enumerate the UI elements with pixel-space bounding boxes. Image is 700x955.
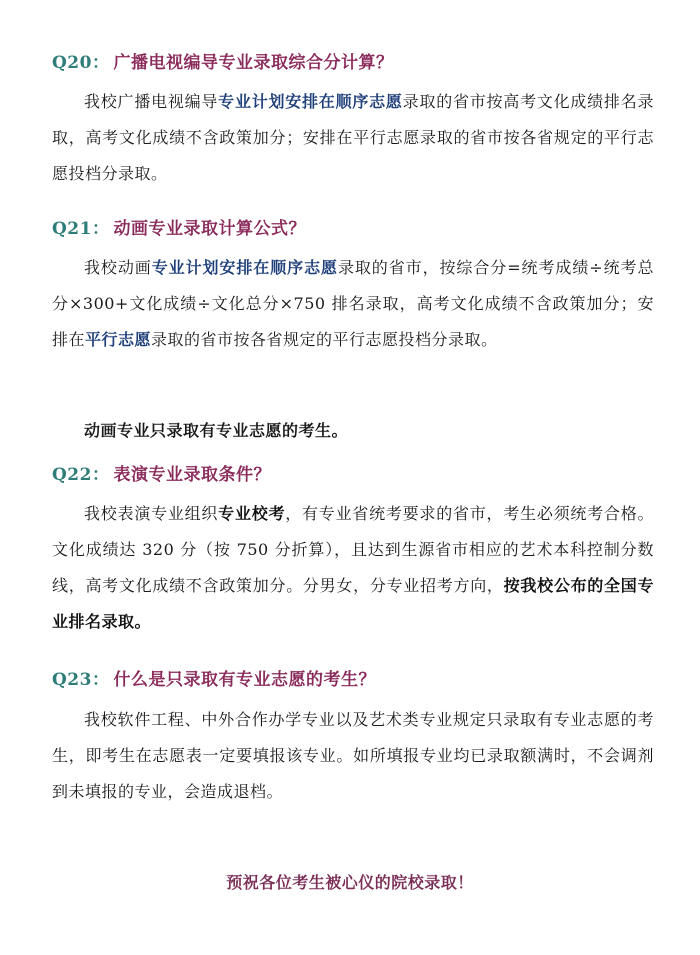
q23-title: 什么是只录取有专业志愿的考生？ xyxy=(113,670,376,690)
q22-answer-emphasis-exam: 专业校考 xyxy=(218,504,286,523)
q20-answer xyxy=(52,84,654,192)
q20-answer-text-c: 录取的省市按高考文化成绩排名录取，高考文化成绩不含政策加分；安排在平行志愿录取的省市按各省规定的平行志愿投档分录取。 xyxy=(52,92,654,183)
q22-number: Q22： xyxy=(52,465,110,485)
q22-answer xyxy=(52,496,654,640)
q21-heading xyxy=(52,214,306,239)
q21-answer-emphasis-parallel: 平行志愿 xyxy=(85,330,152,349)
q22-title: 表演专业录取条件？ xyxy=(113,465,271,485)
q21-answer-emphasis-order: 专业计划安排在顺序志愿 xyxy=(151,258,338,277)
q23-answer-text: 我校软件工程、中外合作办学专业以及艺术类专业规定只录取有专业志愿的考生，即考生在志愿表一定要填报该专业。如所填报专业均已录取额满时，不会调剂到未填报的专业，会造成退档。 xyxy=(52,710,654,801)
q21-answer-text-e: 录取的省市按各省规定的平行志愿投档分录取。 xyxy=(151,330,498,349)
q21-answer-text-a: 我校动画 xyxy=(84,258,152,277)
q22-heading xyxy=(52,460,271,485)
q21-number: Q21： xyxy=(52,219,110,239)
q21-note: 动画专业只录取有专业志愿的考生。 xyxy=(84,421,349,440)
q20-title: 广播电视编导专业录取综合分计算？ xyxy=(113,53,394,73)
q22-answer-text-a: 我校表演专业组织 xyxy=(84,504,219,523)
closing-message: 预祝各位考生被心仪的院校录取！ xyxy=(226,873,474,892)
q20-answer-text-a: 我校广播电视编导 xyxy=(84,92,219,111)
q20-number: Q20： xyxy=(52,53,110,73)
q23-answer xyxy=(52,702,654,810)
q23-heading xyxy=(52,665,376,690)
q21-answer xyxy=(52,250,654,358)
q21-answer-text-c: 录取的省市，按综合分=统考成绩÷统考总分×300+文化成绩÷文化总分×750 排名录取，高考文化成绩不含政策加分；安排在 xyxy=(52,258,654,349)
q20-heading xyxy=(52,48,393,73)
q22-answer-text-c: ，有专业省统考要求的省市，考生必须统考合格。文化成绩达 320 分（按 750 分折算），且达到生源省市相应的艺术本科控制分数线，高考文化成绩不含政策加分。分男女，分专业招考方向， xyxy=(52,504,654,595)
q21-title: 动画专业录取计算公式？ xyxy=(113,219,306,239)
q20-answer-emphasis: 专业计划安排在顺序志愿 xyxy=(218,92,403,111)
q22-answer-emphasis-ranking: 按我校公布的全国专业排名录取。 xyxy=(52,576,654,631)
q23-number: Q23： xyxy=(52,670,110,690)
